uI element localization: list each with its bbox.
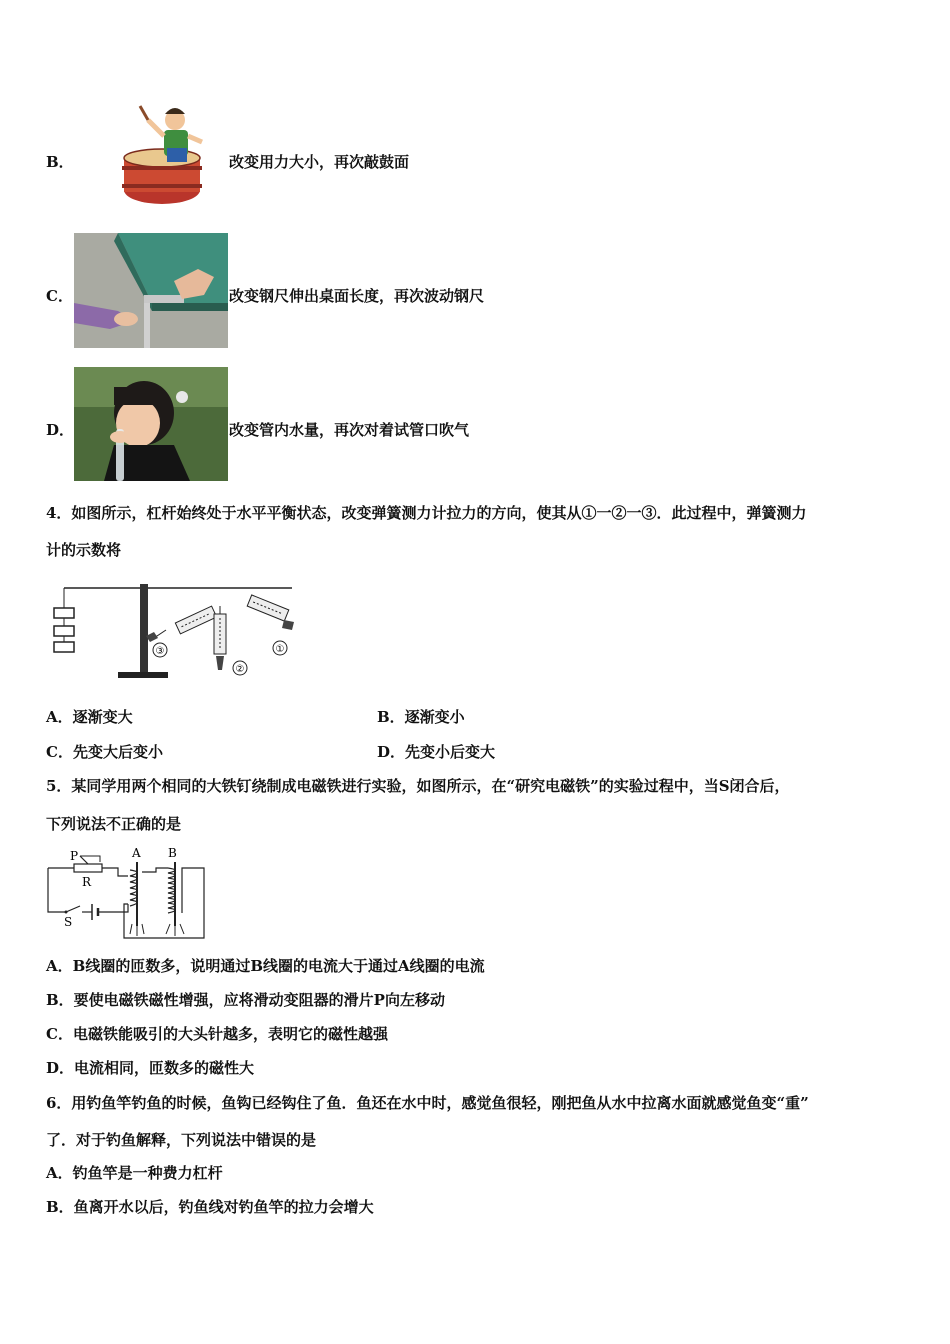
electromagnet-circuit-figure xyxy=(44,844,210,944)
option-d-text: 改变管内水量，再次对着试管口吹气 xyxy=(229,421,470,439)
q4-option-c: C．先变大后变小 xyxy=(46,743,163,761)
q5-option-b: B．要使电磁铁磁性增强，应将滑动变阻器的滑片P向左移动 xyxy=(46,991,445,1009)
option-b-text: 改变用力大小，再次敲鼓面 xyxy=(229,153,410,171)
steel-ruler-photo xyxy=(74,233,228,348)
label-b: B xyxy=(168,846,177,860)
option-b-label: B． xyxy=(46,153,74,171)
q5-option-a: A．B线圈的匝数多，说明通过B线圈的电流大于通过A线圈的电流 xyxy=(46,957,485,975)
option-d-label: D． xyxy=(46,421,75,439)
lever-spring-scale-figure xyxy=(46,578,306,682)
q6-option-a: A．钓鱼竿是一种费力杠杆 xyxy=(46,1164,223,1182)
q4-stem-line1: 4．如图所示，杠杆始终处于水平平衡状态，改变弹簧测力计拉力的方向，使其从①一②一③．此过程中，弹簧测力 xyxy=(46,504,807,522)
label-p: P xyxy=(70,849,79,863)
q5-option-c: C．电磁铁能吸引的大头针越多，表明它的磁性越强 xyxy=(46,1025,388,1043)
label-r: R xyxy=(82,875,92,889)
q4-stem-line2: 计的示数将 xyxy=(46,541,122,559)
q6-stem-line2: 了．对于钓鱼解释，下列说法中错误的是 xyxy=(46,1131,317,1149)
label-one: ① xyxy=(275,644,285,655)
q4-option-d: D．先变小后变大 xyxy=(377,743,496,761)
q4-option-b: B．逐渐变小 xyxy=(377,708,465,726)
label-s: S xyxy=(64,915,73,929)
q4-option-a: A．逐渐变大 xyxy=(46,708,133,726)
q5-stem-line1: 5．某同学用两个相同的大铁钉绕制成电磁铁进行实验，如图所示，在“研究电磁铁”的实验过程中，当S闭合后， xyxy=(46,777,790,795)
q5-stem-line2: 下列说法不正确的是 xyxy=(46,815,182,833)
option-c-text: 改变钢尺伸出桌面长度，再次波动钢尺 xyxy=(229,287,485,305)
q6-option-b: B．鱼离开水以后，钓鱼线对钓鱼竿的拉力会增大 xyxy=(46,1198,374,1216)
girl-test-tube-photo xyxy=(74,367,228,481)
q6-stem-line1: 6．用钓鱼竿钓鱼的时候，鱼钩已经钩住了鱼．鱼还在水中时，感觉鱼很轻，刚把鱼从水中拉离水面就感觉鱼变“重” xyxy=(46,1094,809,1112)
option-c-label: C． xyxy=(46,287,73,305)
label-a: A xyxy=(132,846,141,860)
q5-option-d: D．电流相同，匝数多的磁性大 xyxy=(46,1059,255,1077)
label-two: ② xyxy=(235,664,245,675)
label-three: ③ xyxy=(155,646,165,657)
drum-boy-illustration xyxy=(112,100,224,210)
